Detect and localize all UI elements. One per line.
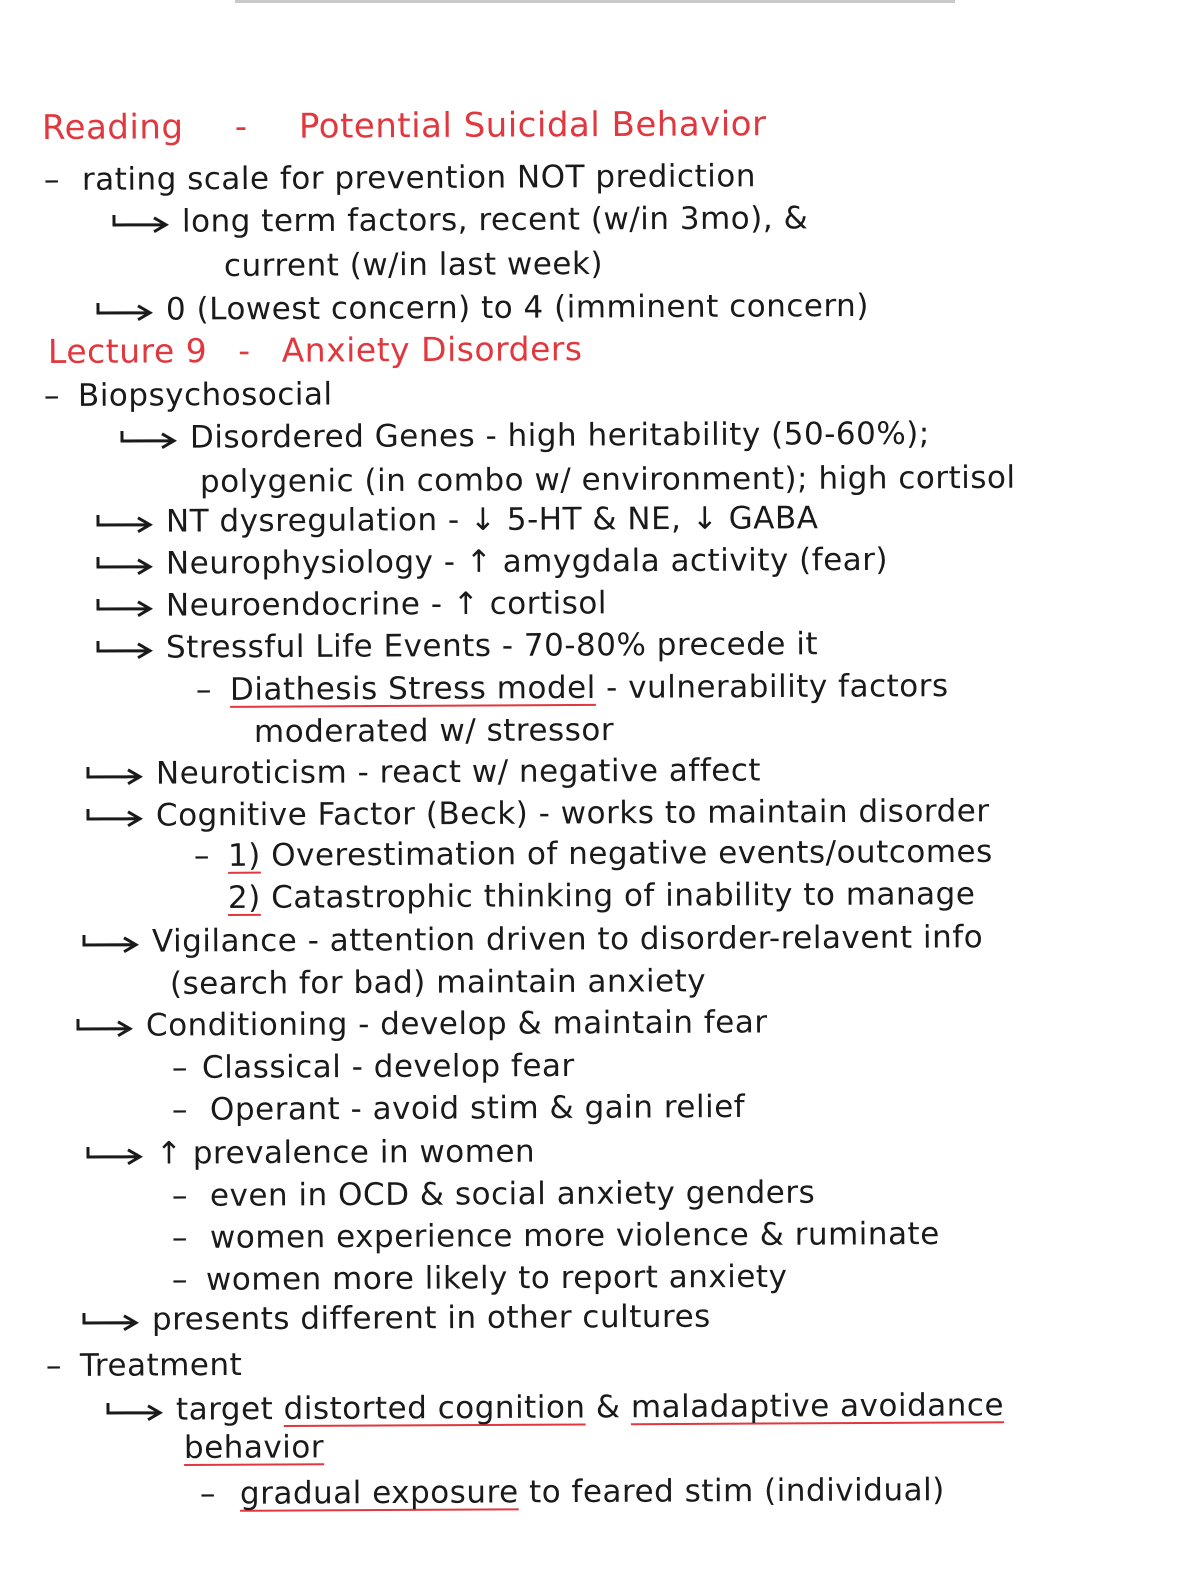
note-text: women more likely to report anxiety (205, 1258, 788, 1298)
note-line (94, 498, 819, 542)
reading-label: Reading (41, 107, 184, 148)
note-text: Catastrophic thinking of inability to manage (260, 876, 976, 916)
hook-arrow-icon (80, 932, 142, 954)
note-line (184, 1427, 324, 1468)
note-line (80, 917, 983, 962)
note-line (118, 414, 930, 458)
note-text: long term factors, recent (w/in 3mo), & (181, 200, 809, 240)
reading-title: Potential Suicidal Behavior (298, 104, 767, 147)
note-line (94, 540, 888, 584)
note-line: – 1) Overestimation of negative events/outcomes (193, 833, 993, 874)
note-line: – Biopsychosocial (43, 376, 333, 414)
note-line: – gradual exposure to feared stim (individual) (199, 1472, 945, 1512)
note-text: presents different in other cultures (151, 1298, 711, 1338)
note-text: Neuroticism - react w/ negative affect (155, 752, 762, 792)
note-line (110, 198, 808, 242)
hook-arrow-icon (118, 428, 180, 450)
note-line (80, 1297, 711, 1340)
note-text: Biopsychosocial (77, 376, 333, 414)
hook-arrow-icon (94, 512, 156, 534)
note-line: – rating scale for prevention NOT prediction (43, 158, 757, 198)
note-line: – Diathesis Stress model - vulnerability factors (195, 668, 949, 708)
underlined-term: gradual exposure (239, 1474, 519, 1512)
note-line (254, 710, 614, 752)
note-text: Cognitive Factor (Beck) - works to maintain disorder (155, 793, 990, 834)
note-line (228, 874, 976, 918)
note-text: women experience more violence & ruminate (209, 1215, 940, 1256)
note-text: (search for bad) maintain anxiety (169, 963, 707, 1002)
note-text: & (585, 1389, 632, 1426)
note-line: – even in OCD & social anxiety genders (171, 1174, 816, 1214)
note-text: target (175, 1391, 284, 1428)
hook-arrow-icon (94, 638, 156, 660)
note-text: ↑ prevalence in women (155, 1133, 536, 1172)
note-text: Conditioning - develop & maintain fear (145, 1004, 768, 1044)
note-text: Vigilance - attention driven to disorder-relavent info (151, 919, 984, 960)
note-text: polygenic (in combo w/ environment); high cortisol (199, 459, 1016, 500)
note-line: – women more likely to report anxiety (171, 1258, 788, 1298)
note-text: Operant - avoid stim & gain relief (209, 1088, 746, 1128)
underlined-term: maladaptive avoidance (630, 1387, 1005, 1426)
list-number: 1) (227, 837, 261, 874)
hook-arrow-icon (94, 554, 156, 576)
note-text: to feared stim (individual) (518, 1472, 945, 1511)
note-text: Disordered Genes - high heritability (50-60%); (189, 415, 930, 456)
page-top-mark (235, 0, 955, 3)
note-line (104, 1385, 1004, 1430)
hook-arrow-icon (74, 1016, 136, 1038)
note-line: – women experience more violence & ruminate (171, 1215, 940, 1256)
note-line (170, 961, 706, 1004)
note-text: Stressful Life Events - 70-80% precede it (165, 626, 819, 666)
note-line (84, 750, 761, 794)
hook-arrow-icon (84, 806, 146, 828)
lecture-sep: - (238, 330, 251, 371)
note-line (94, 583, 607, 626)
hook-arrow-icon (94, 300, 156, 322)
note-line: – Classical - develop fear (171, 1047, 575, 1086)
hook-arrow-icon (94, 596, 156, 618)
lecture-heading (48, 329, 583, 372)
note-line (94, 624, 818, 668)
note-line (84, 1132, 535, 1174)
note-line (84, 791, 990, 836)
note-text: even in OCD & social anxiety genders (209, 1174, 816, 1214)
diathesis-term: Diathesis Stress model (229, 669, 596, 708)
note-text: - vulnerability factors (595, 668, 949, 706)
note-line: – Operant - avoid stim & gain relief (171, 1088, 746, 1128)
note-text: Neurophysiology - ↑ amygdala activity (fear) (165, 541, 889, 582)
reading-heading (42, 104, 767, 148)
underlined-term: distorted cognition (283, 1389, 586, 1428)
note-line: – Treatment (45, 1346, 243, 1384)
hook-arrow-icon (80, 1310, 142, 1332)
hook-arrow-icon (104, 1400, 166, 1422)
note-text: Treatment (79, 1346, 243, 1384)
hook-arrow-icon (84, 764, 146, 786)
note-line (200, 458, 1016, 502)
hook-arrow-icon (84, 1144, 146, 1166)
note-text: current (w/in last week) (223, 246, 604, 284)
note-text: rating scale for prevention NOT prediction (81, 158, 757, 198)
note-text: Neuroendocrine - ↑ cortisol (165, 585, 607, 624)
note-line (94, 286, 869, 330)
underlined-term: behavior (183, 1429, 325, 1466)
note-text: 0 (Lowest concern) to 4 (imminent concern) (165, 287, 869, 328)
lecture-title: Anxiety Disorders (281, 329, 583, 370)
hook-arrow-icon (110, 212, 172, 234)
note-text: NT dysregulation - ↓ 5-HT & NE, ↓ GABA (165, 500, 819, 540)
note-text: Overestimation of negative events/outcomes (260, 833, 993, 874)
note-text: moderated w/ stressor (253, 712, 615, 750)
note-line (224, 244, 603, 286)
reading-sep: - (234, 106, 248, 147)
note-line (74, 1002, 768, 1046)
lecture-label: Lecture 9 (47, 331, 208, 371)
note-text: Classical - develop fear (201, 1047, 575, 1086)
list-number: 2) (227, 879, 261, 916)
